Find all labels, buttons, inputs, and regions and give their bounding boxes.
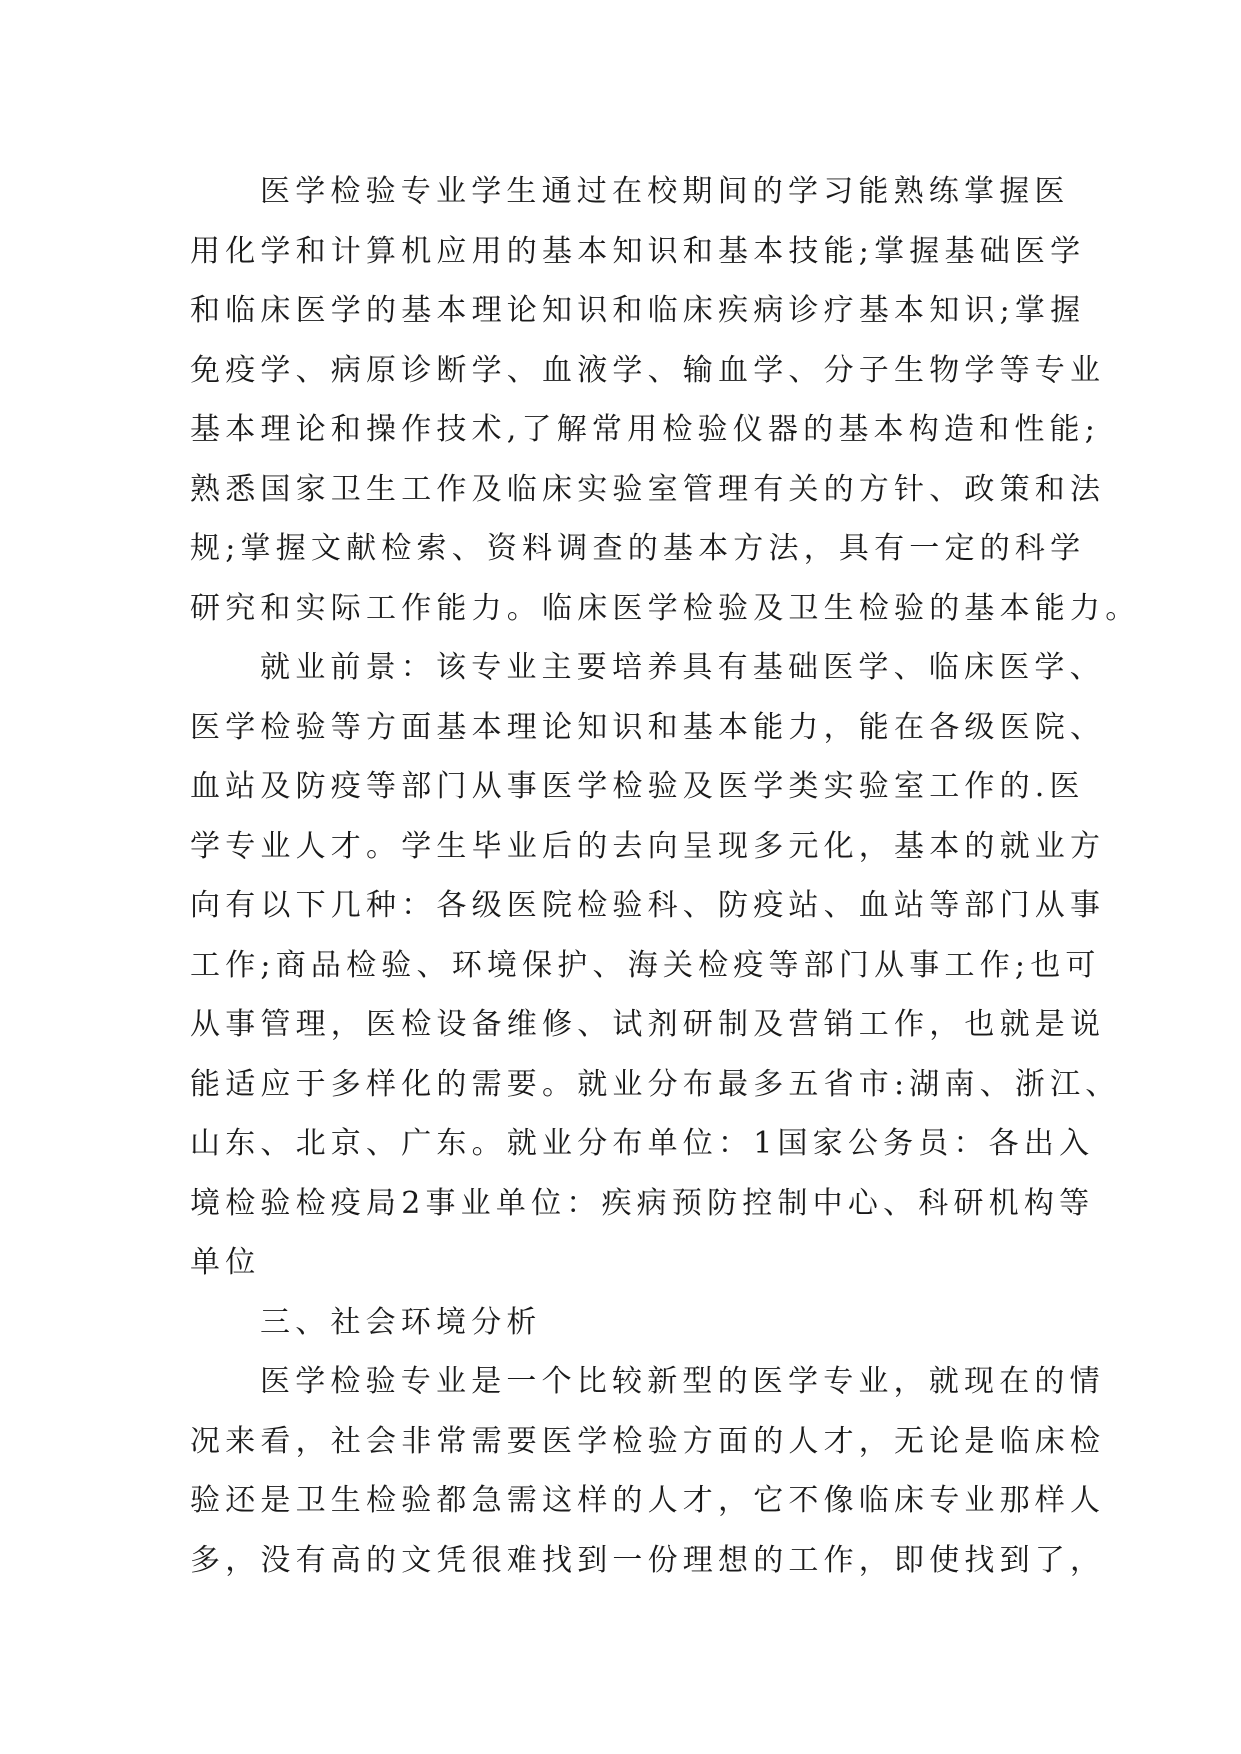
paragraph-line: 况来看，社会非常需要医学检验方面的人才，无论是临床检 (190, 1423, 1106, 1459)
paragraph-line: 山东、北京、广东。就业分布单位：1国家公务员：各出入 (190, 1126, 1095, 1161)
paragraph-line: 用化学和计算机应用的基本知识和基本技能;掌握基础医学 (190, 233, 1086, 269)
section-heading: 三、社会环境分析 (260, 1304, 542, 1340)
paragraph-line: 医学检验专业学生通过在校期间的学习能熟练掌握医 (260, 174, 1070, 209)
paragraph-line: 学专业人才。学生毕业后的去向呈现多元化，基本的就业方 (190, 828, 1106, 864)
paragraph-line: 单位 (190, 1245, 261, 1280)
paragraph-line: 医学检验等方面基本理论知识和基本能力，能在各级医院、 (190, 709, 1106, 745)
paragraph-line: 向有以下几种：各级医院检验科、防疫站、血站等部门从事 (190, 888, 1106, 923)
paragraph-line: 多，没有高的文凭很难找到一份理想的工作，即使找到了， (190, 1542, 1106, 1578)
paragraph-line: 从事管理，医检设备维修、试剂研制及营销工作，也就是说 (190, 1007, 1106, 1042)
document-body (190, 162, 1141, 1590)
paragraph-line: 免疫学、病原诊断学、血液学、输血学、分子生物学等专业 (190, 352, 1106, 388)
paragraph-line: 基本理论和操作技术,了解常用检验仪器的基本构造和性能; (190, 412, 1101, 447)
paragraph-line: 验还是卫生检验都急需这样的人才，它不像临床专业那样人 (190, 1483, 1106, 1518)
paragraph-line: 就业前景：该专业主要培养具有基础医学、临床医学、 (260, 650, 1105, 685)
paragraph-line: 能适应于多样化的需要。就业分布最多五省市:湖南、浙江、 (190, 1066, 1121, 1102)
paragraph-line: 血站及防疫等部门从事医学检验及医学类实验室工作的.医 (190, 769, 1085, 804)
paragraph-line: 境检验检疫局2事业单位：疾病预防控制中心、科研机构等 (190, 1185, 1095, 1221)
paragraph-line: 规;掌握文献检索、资料调查的基本方法，具有一定的科学 (190, 531, 1086, 566)
paragraph-line: 医学检验专业是一个比较新型的医学专业，就现在的情 (260, 1364, 1105, 1399)
paragraph-line: 工作;商品检验、环境保护、海关检疫等部门从事工作;也可 (190, 947, 1101, 983)
paragraph-line: 熟悉国家卫生工作及临床实验室管理有关的方针、政策和法 (190, 471, 1106, 507)
paragraph-line: 和临床医学的基本理论知识和临床疾病诊疗基本知识;掌握 (190, 293, 1086, 328)
paragraph-line: 研究和实际工作能力。临床医学检验及卫生检验的基本能力。 (190, 590, 1141, 626)
